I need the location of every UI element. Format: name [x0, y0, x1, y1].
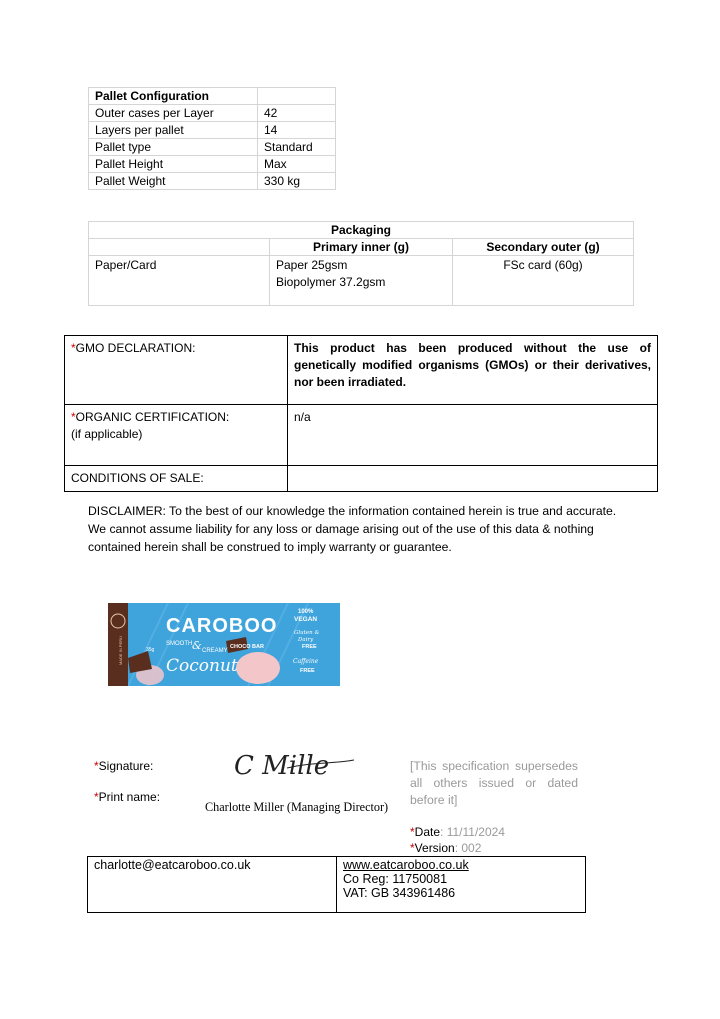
contact-email-cell	[88, 857, 337, 913]
table-row	[65, 466, 658, 492]
signature-graphic	[232, 742, 357, 784]
badge-gluten-2: Dairy	[298, 637, 314, 643]
packaging-secondary-value: FSc card (60g)	[453, 256, 634, 306]
packaging-secondary-header: Secondary outer (g)	[453, 239, 634, 256]
pallet-label: Outer cases per Layer	[89, 105, 258, 122]
required-asterisk: *	[71, 410, 76, 424]
table-row	[89, 122, 336, 139]
required-asterisk: *	[94, 759, 99, 773]
handwritten-signature: C Mille	[234, 751, 330, 781]
table-row	[89, 156, 336, 173]
required-asterisk: *	[94, 790, 99, 804]
product-wrapper-graphic	[108, 603, 340, 686]
table-row	[65, 405, 658, 466]
organic-sub: (if applicable)	[71, 427, 143, 441]
print-name-label-row	[94, 790, 160, 804]
pallet-title-blank	[258, 88, 336, 105]
declarations-table	[64, 335, 658, 492]
supersedes-note: [This specification supersedes all others issued or dated before it]	[410, 759, 578, 807]
choco-bar-text: CHOCO BAR	[230, 644, 264, 650]
table-row	[89, 256, 634, 306]
pallet-value: Standard	[258, 139, 336, 156]
pallet-configuration-table	[88, 87, 336, 190]
badge-caffeine-2: FREE	[300, 668, 315, 674]
print-name-label: Print name:	[98, 790, 161, 804]
weight-text: 35g	[146, 647, 155, 653]
version-value: : 002	[454, 841, 482, 855]
pallet-label: Pallet Height	[89, 156, 258, 173]
gmo-statement: This product has been produced without the use of genetically modified organisms (GMOs) or their derivatives, nor been irradiated.	[288, 336, 658, 405]
badge-gluten-1: Gluten &	[294, 630, 320, 636]
packaging-header-blank	[89, 239, 270, 256]
pallet-label: Layers per pallet	[89, 122, 258, 139]
date-row	[410, 825, 505, 839]
date-value: : 11/11/2024	[440, 825, 505, 839]
conditions-label: CONDITIONS OF SALE:	[65, 466, 288, 492]
company-registration: Co Reg: 11750081	[343, 872, 448, 886]
brand-name: CAROBOO	[166, 615, 278, 637]
badge-caffeine-1: Caffeine	[293, 658, 319, 665]
coconut-icon	[236, 652, 280, 684]
table-row	[65, 336, 658, 405]
signature-label-row	[94, 759, 153, 773]
version-label: Version	[414, 841, 455, 855]
badge-vegan-1: 100%	[298, 609, 314, 615]
required-asterisk: *	[71, 341, 76, 355]
required-asterisk: *	[410, 825, 415, 839]
creamy-text: CREAMY	[202, 648, 228, 654]
contact-table	[87, 856, 586, 913]
disclaimer: DISCLAIMER: To the best of our knowledge the information contained herein is true and accurate. We cannot assume liability for any loss or damage arising out of the use of this data & nothing contained herein shall be construed to imply warranty or guarantee.	[88, 504, 617, 554]
pallet-value: 42	[258, 105, 336, 122]
table-row	[89, 139, 336, 156]
signature-label: Signature:	[98, 759, 154, 773]
packaging-table	[88, 221, 634, 306]
ampersand-text: &	[192, 639, 202, 652]
gmo-label-cell	[65, 336, 288, 405]
badge-vegan-2: VEGAN	[294, 616, 318, 623]
pallet-label: Pallet type	[89, 139, 258, 156]
product-image	[108, 603, 340, 686]
required-asterisk: *	[410, 841, 415, 855]
packaging-primary-value	[270, 256, 453, 306]
conditions-value	[288, 466, 658, 492]
organic-label: ORGANIC CERTIFICATION:	[75, 410, 230, 424]
gmo-label: GMO DECLARATION:	[75, 341, 196, 355]
date-label: Date	[414, 825, 441, 839]
print-name-value: Charlotte Miller (Managing Director)	[205, 800, 389, 814]
packaging-row-label: Paper/Card	[89, 256, 270, 306]
pallet-value: 330 kg	[258, 173, 336, 190]
organic-value: n/a	[288, 405, 658, 466]
primary-line-2: Biopolymer 37.2gsm	[276, 275, 386, 289]
website-link[interactable]: www.eatcaroboo.co.uk	[343, 858, 469, 872]
pallet-value: Max	[258, 156, 336, 173]
contact-email[interactable]: charlotte@eatcaroboo.co.uk	[94, 858, 251, 872]
table-row	[89, 105, 336, 122]
pallet-value: 14	[258, 122, 336, 139]
table-row	[89, 173, 336, 190]
pallet-title: Pallet Configuration	[89, 88, 258, 105]
packaging-primary-header: Primary inner (g)	[270, 239, 453, 256]
badge-gluten-3: FREE	[302, 644, 317, 650]
side-text: MADE IN PERU	[118, 636, 123, 665]
organic-label-cell	[65, 405, 288, 466]
packaging-title: Packaging	[89, 222, 634, 239]
smooth-text: SMOOTH	[166, 641, 193, 647]
company-details-cell	[337, 857, 586, 913]
vat-number: VAT: GB 343961486	[343, 886, 456, 900]
pallet-label: Pallet Weight	[89, 173, 258, 190]
flavour-text: Coconut	[166, 656, 238, 676]
primary-line-1: Paper 25gsm	[276, 258, 348, 272]
version-row	[410, 841, 481, 855]
